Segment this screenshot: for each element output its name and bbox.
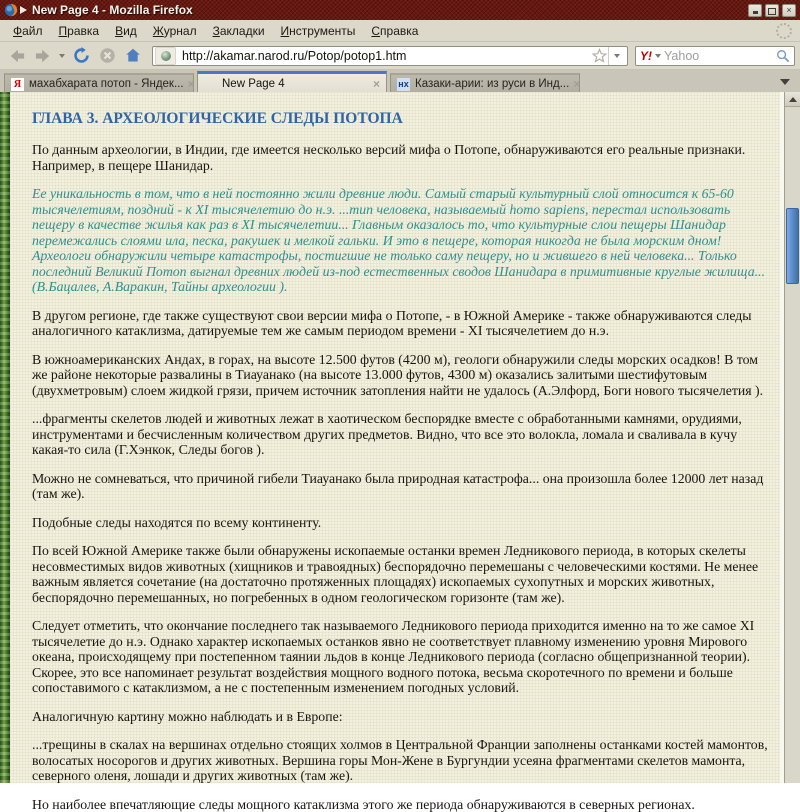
menu-view[interactable]: Вид xyxy=(107,22,145,40)
url-history-dropdown[interactable] xyxy=(608,47,625,65)
menu-history[interactable]: Журнал xyxy=(145,22,205,40)
scroll-up-button[interactable] xyxy=(785,92,800,107)
bookmark-star-icon[interactable] xyxy=(590,48,608,63)
url-bar[interactable] xyxy=(152,46,628,66)
stop-icon xyxy=(99,47,116,64)
paragraph: По всей Южной Америке также были обнаружены ископаемые останки времен Ледникового периода, в которых скелеты несовместимых видов животных (хищников и травоядных) беспорядочно перемешаны с человеческими костями. Не менее важным является сочетание (на достаточно протяженных площадях) ископаемых сухопутных и морских животных, беспорядочно перемешанных, но погребенных в одном геологическом горизонте (там же). xyxy=(32,543,772,605)
paragraph-list xyxy=(32,142,772,812)
site-identity-button[interactable] xyxy=(155,47,176,65)
yandex-favicon: Я xyxy=(11,78,24,91)
home-button[interactable] xyxy=(121,45,145,67)
paragraph: ...фрагменты скелетов людей и животных лежат в хаотическом беспорядке вместе с обработанными камнями, орудиями, инструментами и бесчисленным количеством других предметов. Видно, что все это волокла, ломала и сваливала в кучу какая-то сила (Г.Хэнкок, Следы богов ). xyxy=(32,411,772,458)
window-controls xyxy=(748,4,796,17)
forward-button[interactable] xyxy=(31,45,55,67)
page-favicon xyxy=(204,77,217,90)
tab-close-icon[interactable]: × xyxy=(188,77,195,91)
url-input[interactable]: http://akamar.narod.ru/Potop/potop1.htm xyxy=(182,49,590,63)
page-body xyxy=(10,92,784,783)
reload-button[interactable] xyxy=(69,45,93,67)
menu-help[interactable]: Справка xyxy=(363,22,426,40)
chevron-down-icon xyxy=(614,54,620,58)
maximize-icon xyxy=(768,8,776,15)
chevron-down-icon xyxy=(59,54,65,58)
paragraph: В южноамериканских Андах, в горах, на высоте 12.500 футов (4200 м), геологи обнаружили следы морских осадков! В том же районе некоторые развалины в Тиауанако (на высоте 13.000 футов, 4300 м) оказались залитыми шестифутовым (двухметровым) слоем жидкой грязи, причем источник затопления найти не удалось (А.Элфорд, Боги нового тысячелетия ). xyxy=(32,352,772,399)
menu-file[interactable]: Файл xyxy=(5,22,51,40)
paragraph: В другом регионе, где также существуют свои версии мифа о Потопе, - в Южной Америке - также обнаруживаются следы аналогичного катаклизма, датируемые тем же самым периодом времени - XI тысячелетием до н.э. xyxy=(32,308,772,339)
minimize-icon xyxy=(753,11,758,14)
search-bar[interactable] xyxy=(635,46,795,66)
paragraph: По данным археологии, в Индии, где имеется несколько версий мифа о Потопе, обнаруживаются его реальные признаки. Например, в пещере Шанидар. xyxy=(32,142,772,173)
navigation-toolbar xyxy=(0,42,800,70)
paragraph: Но наиболее впечатляющие следы мощного катаклизма этого же периода обнаруживаются в северных регионах. xyxy=(32,797,772,812)
arrow-up-icon xyxy=(789,97,797,102)
paragraph: Ее уникальность в том, что в ней постоянно жили древние люди. Самый старый культурный слой относится к 65-60 тысячелетиям, поздний - к XI тысячелетию до н.э. ...тип человека, называемый homo sapiens, перестал использовать пещеру в качестве жилья как раз в XI тысячелетии... Главным оказалось то, что культурные слои пещеры Шанидар перемежались слоями ила, песка, ракушек и мелкой гальки. И это в пещере, которая никогда не была морским дном! Археологи обнаружили четыре катастрофы, постигшие не только саму пещеру, но и жившего в ней человека... Только последний Великий Потоп выгнал древних людей из-под естественных сводов Шанидара в примитивные круглые жилища... (В.Бацалев, А.Варакин, Тайны археологии ). xyxy=(32,186,772,295)
search-engine-dropdown[interactable] xyxy=(655,54,661,58)
maximize-button[interactable] xyxy=(765,4,779,17)
close-button[interactable] xyxy=(782,4,796,17)
paragraph: Подобные следы находятся по всему континенту. xyxy=(32,515,772,531)
close-icon: × xyxy=(786,5,791,15)
tab-bar xyxy=(0,70,800,94)
stop-button[interactable] xyxy=(95,45,119,67)
home-icon xyxy=(124,47,142,64)
paragraph: Следует отметить, что окончание последнего так называемого Ледникового периода приходится именно на то же самое XI тысячелетие до н.э. Однако характер ископаемых останков явно не соответствует плавному изменению уровня Мирового океана, происходящему при постепенном таянии льдов в конце Ледникового периода (согласно общепризнанной теории). Скорее, это все напоминает результат воздействия мощного водного потока, весьма скоротечного по времени и больше сопоставимого с катаклизмом, а не с постепенным изменением погодных условий. xyxy=(32,618,772,696)
tab-list-dropdown-icon[interactable] xyxy=(780,79,790,85)
page-left-border-decoration xyxy=(0,92,10,783)
paragraph: ...трещины в скалах на вершинах отдельно стоящих холмов в Центральной Франции заполнены останками костей мамонтов, волосатых носорогов и других животных. Вершина горы Мон-Жене в Бургундии усеяна фрагментами скелетов мамонта, северного оленя, лошади и других животных (там же). xyxy=(32,737,772,784)
paragraph: Аналогичную картину можно наблюдать и в Европе: xyxy=(32,709,772,725)
tab-label: Казаки-арии: из руси в Инд... xyxy=(415,78,569,90)
vertical-scrollbar[interactable] xyxy=(784,92,800,783)
tab-yandex-search[interactable] xyxy=(4,73,194,93)
paragraph: Можно не сомневаться, что причиной гибели Тиауанако была природная катастрофа... она произошла более 12000 лет назад (там же). xyxy=(32,471,772,502)
forward-arrow-icon xyxy=(34,48,52,64)
tab-label: махабхарата потоп - Яндек... xyxy=(29,78,184,90)
tab-close-icon[interactable]: × xyxy=(373,77,380,91)
menu-edit[interactable]: Правка xyxy=(51,22,108,40)
menu-tools[interactable]: Инструменты xyxy=(273,22,364,40)
back-button[interactable] xyxy=(5,45,29,67)
nx-favicon: нх xyxy=(397,78,410,91)
search-icon[interactable] xyxy=(776,49,790,63)
back-arrow-icon xyxy=(8,48,26,64)
menu-bookmarks[interactable]: Закладки xyxy=(205,22,273,40)
menubar xyxy=(0,20,800,42)
window-title: New Page 4 - Mozilla Firefox xyxy=(32,3,193,17)
cursor-icon xyxy=(20,6,27,14)
minimize-button[interactable] xyxy=(748,4,762,17)
forward-history-dropdown[interactable] xyxy=(57,45,67,67)
site-favicon xyxy=(161,51,171,61)
tab-new-page-4[interactable] xyxy=(197,71,387,93)
star-icon xyxy=(592,48,607,63)
page-heading: ГЛАВА 3. АРХЕОЛОГИЧЕСКИЕ СЛЕДЫ ПОТОПА xyxy=(32,110,772,128)
content-area xyxy=(0,92,800,783)
tab-close-icon[interactable]: × xyxy=(573,77,580,91)
tab-kazaki-arii[interactable] xyxy=(390,73,580,93)
search-input[interactable]: Yahoo xyxy=(664,49,773,63)
throbber-icon xyxy=(776,23,792,39)
reload-icon xyxy=(73,47,90,64)
scrollbar-thumb[interactable] xyxy=(786,208,799,284)
titlebar xyxy=(0,0,800,20)
firefox-icon xyxy=(4,3,18,17)
search-engine-logo: Y! xyxy=(640,49,652,63)
tab-label: New Page 4 xyxy=(222,78,369,90)
